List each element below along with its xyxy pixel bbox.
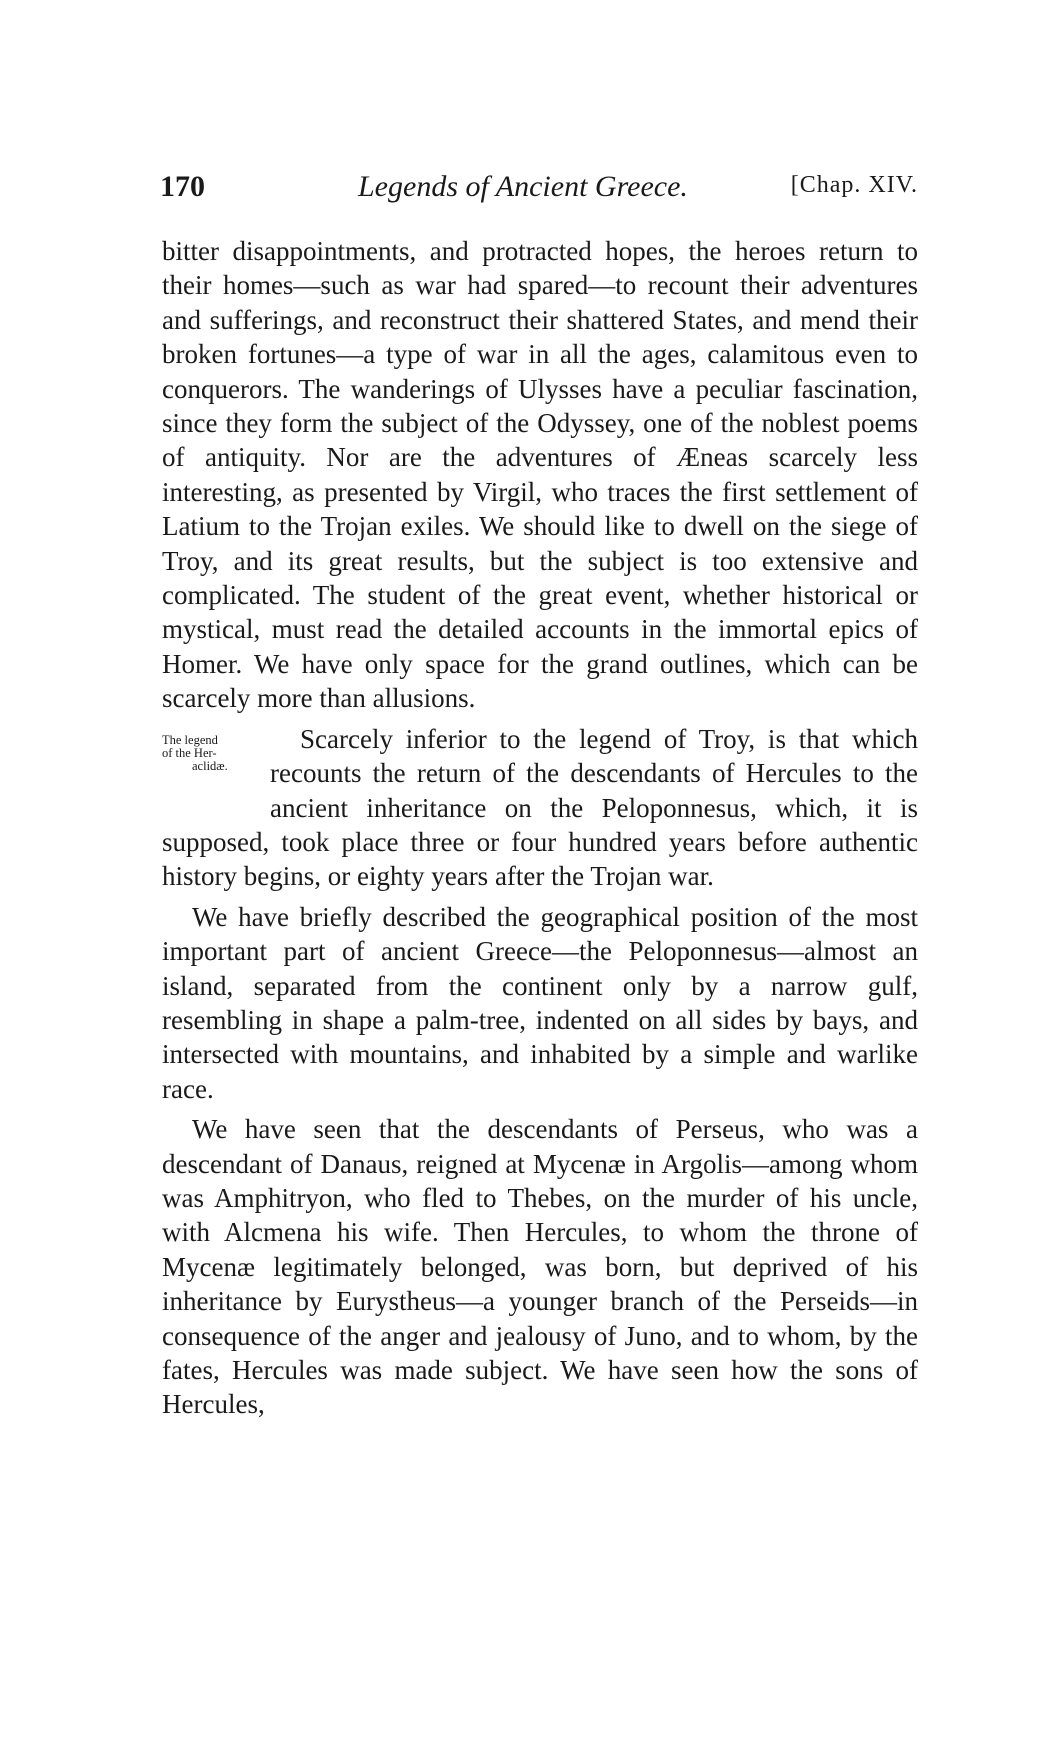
- paragraph-geography: We have briefly described the geographical position of the most important part of ancient Greece—the Peloponnesus—almost an island, separated from the continent only by a narrow gulf, resembling in shape a palm-tree, indented on all sides by bays, and intersected with mountains, and inhabited by a simple and warlike race.: [162, 901, 918, 1104]
- paragraph-heraclidae-wrapper: [162, 722, 918, 894]
- paragraph-heraclidae: Scarcely inferior to the legend of Troy, is that which recounts the return of the descendants of Hercules to the ancient inheritance on the Peloponnesus, which, it is supposed, took place three or four hundred years before authentic history begins, or eighty years after the Trojan war.: [162, 723, 918, 892]
- page-number: 170: [160, 170, 205, 203]
- book-title: Legends of Ancient Greece.: [358, 170, 688, 203]
- chapter-reference: [Chap. XIV.: [790, 172, 918, 198]
- paragraph-perseids: We have seen that the descendants of Perseus, who was a descendant of Danaus, reigned at Mycenæ in Argolis—among whom was Amphitryon, who fled to Thebes, on the murder of his uncle, with Alcmena his wife. Then Hercules, to whom the throne of Mycenæ legitimately belonged, was born, but deprived of his inheritance by Eurystheus—a younger branch of the Perseids—in consequence of the anger and jealousy of Juno, and to whom, by the fates, Hercules was made subject. We have seen how the sons of Hercules,: [162, 1114, 918, 1420]
- margin-note: [162, 734, 262, 796]
- margin-note-line: aclidæ.: [192, 758, 228, 773]
- margin-note-line: The legend: [162, 732, 218, 747]
- margin-note-line: of the Her-: [162, 745, 217, 760]
- body-text: [162, 234, 918, 1422]
- running-head: [160, 170, 918, 210]
- paragraph-continuation: bitter disappointments, and protracted hopes, the heroes return to their homes—such as war had spared—to recount their adventures and sufferings, and reconstruct their shattered States, and mend their broken fortunes—a type of war in all the ages, calamitous even to conquerors. The wanderings of Ulysses have a peculiar fascination, since they form the subject of the Odyssey, one of the noblest poems of antiquity. Nor are the adventures of Æneas scarcely less interesting, as presented by Virgil, who traces the first settlement of Latium to the Trojan exiles. We should like to dwell on the siege of Troy, and its great results, but the subject is too extensive and complicated. The student of the great event, whether historical or mystical, must read the detailed accounts in the immortal epics of Homer. We have only space for the grand outlines, which can be scarcely more than allusions.: [162, 236, 918, 714]
